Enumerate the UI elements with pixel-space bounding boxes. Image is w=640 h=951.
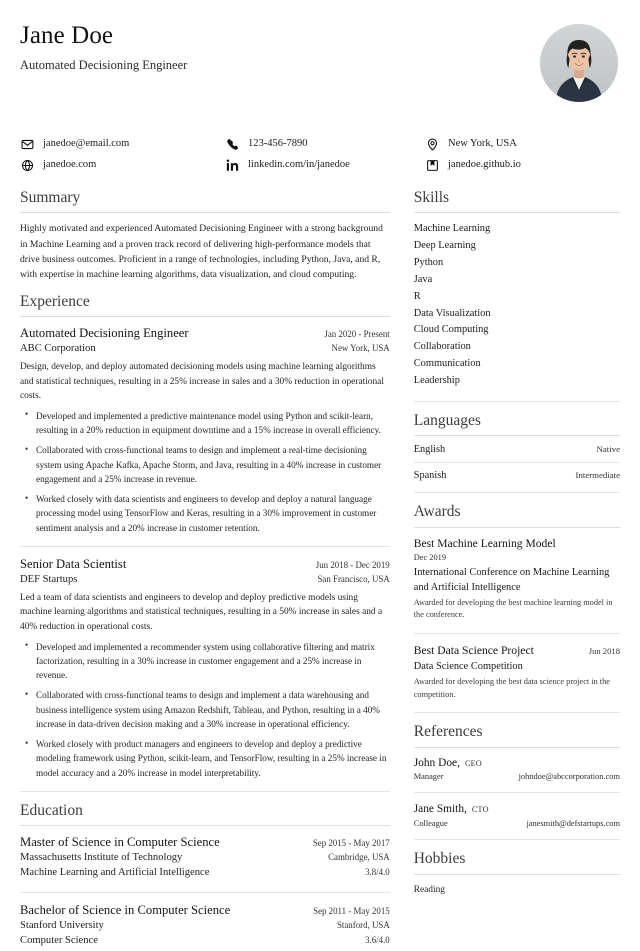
experience-location: San Francisco, USA [317,573,390,584]
location-pin-icon [425,137,439,151]
award-organization: Data Science Competition [413,660,523,672]
award-title: Best Machine Learning Model [413,536,556,550]
section-divider [414,435,620,436]
section-divider [20,316,390,317]
experience-bullet: • Developed and implemented a predictive maintenance model using Python and scikit-learn, resulting in a 20% reduction in equipment downtime and a 15% increase in overall efficiency. [36,409,390,438]
skill-item: Machine Learning [413,223,491,235]
experience-role: Automated Decisioning Engineer [20,326,189,341]
section-hobbies [414,849,620,897]
education-subheader-row [20,919,390,934]
contact-linkedin-text: linkedin.com/in/janedoe [248,158,350,170]
contact-github-pages[interactable] [425,158,620,172]
experience-header-row [20,325,390,342]
phone-icon [225,137,239,151]
experience-dates: Jan 2020 - Present [324,329,390,340]
contact-info [20,137,620,172]
section-experience [20,292,390,780]
education-degree: Bachelor of Science in Computer Science [20,902,231,917]
reference-role: CEO [464,758,482,768]
education-degree: Master of Science in Computer Science [20,835,220,850]
candidate-headline: Automated Decisioning Engineer [20,57,188,72]
resume-body [20,188,620,951]
section-gap-divider [414,401,620,402]
reference-email[interactable]: janesmith@defstartups.com [526,819,620,829]
education-dates: Sep 2015 - May 2017 [312,838,390,849]
section-divider [414,874,620,875]
education-school: Stanford University [20,919,104,931]
section-gap-divider [20,791,390,792]
reference-header-row [414,802,620,817]
item-divider [414,792,620,793]
section-gap-divider [414,492,620,493]
section-education [20,801,390,949]
skill-item: Java [413,273,433,285]
education-item [20,902,390,949]
hobby-item: Reading [413,884,445,895]
main-column [20,188,414,951]
education-field-row [20,934,390,949]
skill-item: Deep Learning [413,240,476,252]
experience-subheader-row [20,342,390,357]
summary-text: Highly motivated and experienced Automated Decisioning Engineer with a strong background in Machine Learning and a proven track record of delivering high-performance models that drive business outcomes. Proficient in a range of technologies, including Python, Java, and R, with expertise in machine learning algorithms, data visualization, and cloud computing. [20,223,383,280]
education-dates: Sep 2011 - May 2015 [313,905,390,916]
envelope-icon [20,137,34,151]
education-gpa: 3.8/4.0 [365,866,390,877]
avatar-photo-icon [540,24,618,102]
reference-header-row [414,756,620,771]
contact-location [425,137,620,151]
reference-item [414,756,620,782]
experience-company: ABC Corporation [20,343,96,355]
linkedin-icon [225,158,239,172]
education-gpa: 3.6/4.0 [365,934,390,945]
reference-detail-row [414,819,620,828]
skill-item: Communication [413,358,481,370]
section-title-experience: Experience [20,293,90,310]
section-title-education: Education [20,801,83,819]
language-item [414,444,620,455]
experience-role: Senior Data Scientist [20,556,127,571]
reference-name: Jane Smith, [413,803,467,816]
section-divider [414,747,620,748]
education-item [20,834,390,881]
section-divider [414,212,620,213]
section-divider [20,825,390,826]
section-summary [20,188,390,282]
experience-bullet: • Developed and implemented a recommender system using collaborative filtering and matrix factorization, resulting in a 30% increase in customer engagement and a 25% increase in revenue. [36,640,390,683]
section-languages [414,411,620,481]
experience-subheader-row [20,573,390,588]
contact-location-text: New York, USA [448,137,517,149]
education-location: Stanford, USA [336,919,390,930]
language-name: Spanish [413,470,447,482]
section-gap-divider [414,839,620,840]
experience-item [20,556,390,780]
experience-company: DEF Startups [20,573,78,585]
award-description: Awarded for developing the best machine learning model in the conference. [413,597,613,620]
contact-email-text: janedoe@email.com [43,137,130,149]
skill-item: R [413,290,421,302]
education-school: Massachusetts Institute of Technology [20,852,183,864]
skill-item: Leadership [413,374,460,386]
skill-item: Cloud Computing [413,324,489,336]
section-title-awards: Awards [413,503,461,521]
skill-item: Data Visualization [413,307,491,319]
award-description: Awarded for developing the best data science project in the competition. [413,677,610,699]
award-date: Dec 2019 [413,552,447,562]
section-divider [414,527,620,528]
section-title-languages: Languages [413,411,481,429]
experience-description: Led a team of data scientists and engineers to develop and deploy predictive models using machine learning algorithms and statistical techniques, resulting in a 50% increase in sales and a 40% reduction in operational costs. [20,592,383,632]
award-item [414,643,620,701]
experience-bullets [20,640,390,780]
experience-location: New York, USA [331,343,390,354]
award-header-row [414,643,620,658]
contact-github-text: janedoe.github.io [448,158,521,170]
experience-bullets [20,409,390,535]
contact-phone-text: 123-456-7890 [248,137,308,149]
education-header-row [20,902,390,919]
contact-email[interactable] [20,137,225,151]
award-item [414,536,620,622]
reference-email[interactable]: johndoe@abccorporation.com [518,772,620,782]
award-organization: International Conference on Machine Learning and Artificial Intelligence [413,567,610,593]
section-title-hobbies: Hobbies [413,850,466,868]
contact-website-text: janedoe.com [43,158,97,170]
contact-phone[interactable] [225,137,425,151]
education-field: Machine Learning and Artificial Intelligence [20,866,210,878]
item-divider [414,633,620,634]
reference-item [414,802,620,828]
section-title-summary: Summary [20,189,81,206]
experience-bullet: • Worked closely with data scientists and engineers to develop and deploy a natural language processing model using TensorFlow and Keras, resulting in a 30% improvement in customer sentiment analysis and a 20% increase in customer retention. [36,492,390,535]
award-title: Best Data Science Project [413,643,534,657]
bookmark-icon [425,158,439,172]
education-field: Computer Science [20,934,98,946]
language-level: Intermediate [575,470,620,481]
experience-bullet: • Worked closely with product managers and engineers to develop and deploy a predictive modeling framework using Python, scikit-learn, and TensorFlow, resulting in a 25% increase in model accuracy and a 20% increase in model interpretability. [36,737,390,780]
avatar [540,24,618,102]
contact-linkedin[interactable] [225,158,425,172]
section-awards [414,502,620,701]
candidate-name: Jane Doe [20,22,114,49]
item-divider [414,462,620,463]
skill-item: Python [413,257,444,269]
item-divider [20,892,390,893]
education-field-row [20,866,390,881]
award-date: Jun 2018 [588,645,620,656]
section-title-skills: Skills [413,189,450,206]
section-references [414,722,620,828]
item-divider [20,546,390,547]
reference-relation: Colleague [413,819,448,829]
side-column [414,188,620,951]
experience-description: Design, develop, and deploy automated decisioning models using machine learning algorithms and statistical techniques, resulting in a 25% increase in sales and a 30% reduction in operational costs. [20,362,384,402]
section-skills [414,188,620,390]
globe-icon [20,158,34,172]
resume-header [20,22,620,118]
experience-dates: Jun 2018 - Dec 2019 [315,559,390,570]
reference-name: John Doe, [413,756,460,769]
contact-website[interactable] [20,158,225,172]
reference-relation: Manager [413,772,444,782]
reference-role: CTO [471,805,489,815]
experience-header-row [20,556,390,573]
experience-bullet: • Collaborated with cross-functional teams to design and implement a real-time decisioning system using Apache Kafka, Apache Storm, and Java, resulting in a 40% increase in customer engagement and a 25% increase in revenue. [36,443,390,486]
skill-item: Collaboration [413,341,471,353]
section-divider [20,212,390,213]
language-item [414,470,620,481]
section-title-references: References [413,723,483,741]
experience-bullet: • Collaborated with cross-functional teams to design and implement a data warehousing and business intelligence system using Amazon Redshift, Tableau, and Python, resulting in a 40% increase in data-driven decision making and a 30% increase in operational efficiency. [36,688,390,731]
education-location: Cambridge, USA [328,852,390,863]
reference-detail-row [414,772,620,781]
section-gap-divider [414,712,620,713]
language-name: English [413,444,446,456]
education-subheader-row [20,851,390,866]
experience-item [20,325,390,535]
education-header-row [20,834,390,851]
language-level: Native [596,444,620,455]
